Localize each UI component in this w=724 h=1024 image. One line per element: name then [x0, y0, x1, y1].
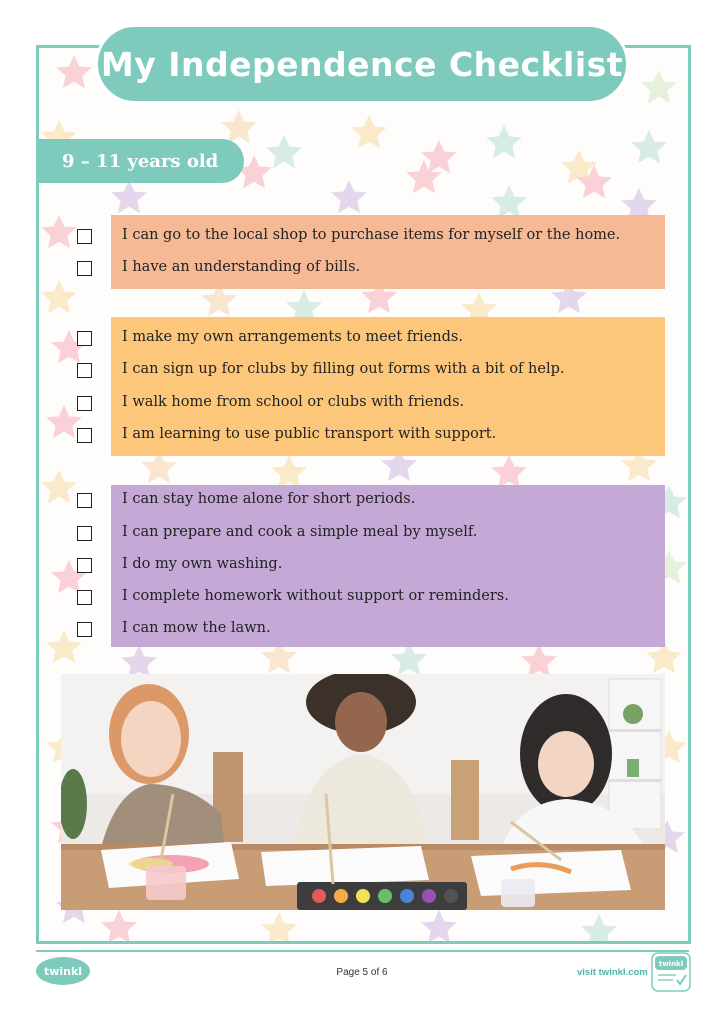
checklist-item [111, 420, 665, 452]
checklist-item [111, 614, 665, 646]
visit-link[interactable]: visit twinkl.com [577, 967, 648, 978]
age-tab [38, 139, 244, 183]
checklist-item [111, 485, 665, 517]
checklist-item [111, 388, 665, 420]
checkbox[interactable] [77, 526, 92, 541]
item-text: I can go to the local shop to purchase items for myself or the home. [122, 227, 621, 243]
checkbox[interactable] [77, 493, 92, 508]
item-text: I complete homework without support or reminders. [122, 588, 509, 604]
checkbox[interactable] [77, 396, 92, 411]
badge-text: twinkl [658, 960, 684, 968]
item-text: I can prepare and cook a simple meal by myself. [122, 524, 478, 540]
item-text: I am learning to use public transport with support. [122, 426, 497, 442]
item-text: I have an understanding of bills. [122, 259, 361, 275]
checklist-group-1 [111, 215, 665, 289]
photo-illustration [61, 674, 665, 910]
children-painting-photo [61, 674, 665, 910]
checkbox[interactable] [77, 622, 92, 637]
checklist-item [111, 323, 665, 355]
logo-text: twinkl [43, 965, 83, 978]
title-banner [95, 24, 629, 104]
item-text: I can mow the lawn. [122, 620, 271, 636]
checklist-group-3 [111, 485, 665, 647]
item-text: I make my own arrangements to meet friends. [122, 329, 463, 345]
checklist-item [111, 550, 665, 582]
checkbox[interactable] [77, 428, 92, 443]
checkbox[interactable] [77, 558, 92, 573]
item-text: I can sign up for clubs by filling out forms with a bit of help. [122, 361, 565, 377]
footer-divider [36, 950, 689, 952]
checklist-item [111, 355, 665, 387]
checklist-item [111, 518, 665, 550]
item-text: I walk home from school or clubs with friends. [122, 394, 465, 410]
quality-badge-icon [651, 952, 691, 992]
checkbox[interactable] [77, 229, 92, 244]
age-label: 9 – 11 years old [62, 150, 219, 172]
item-text: I can stay home alone for short periods. [122, 491, 416, 507]
checkbox[interactable] [77, 590, 92, 605]
checklist-group-2 [111, 317, 665, 456]
item-text: I do my own washing. [122, 556, 283, 572]
checklist-item [111, 253, 665, 285]
page-title: My Independence Checklist [100, 44, 624, 84]
checklist-item [111, 221, 665, 253]
checkbox[interactable] [77, 363, 92, 378]
page-number: Page 5 of 6 [336, 967, 388, 978]
checkbox[interactable] [77, 261, 92, 276]
checklist-item [111, 582, 665, 614]
checkbox[interactable] [77, 331, 92, 346]
